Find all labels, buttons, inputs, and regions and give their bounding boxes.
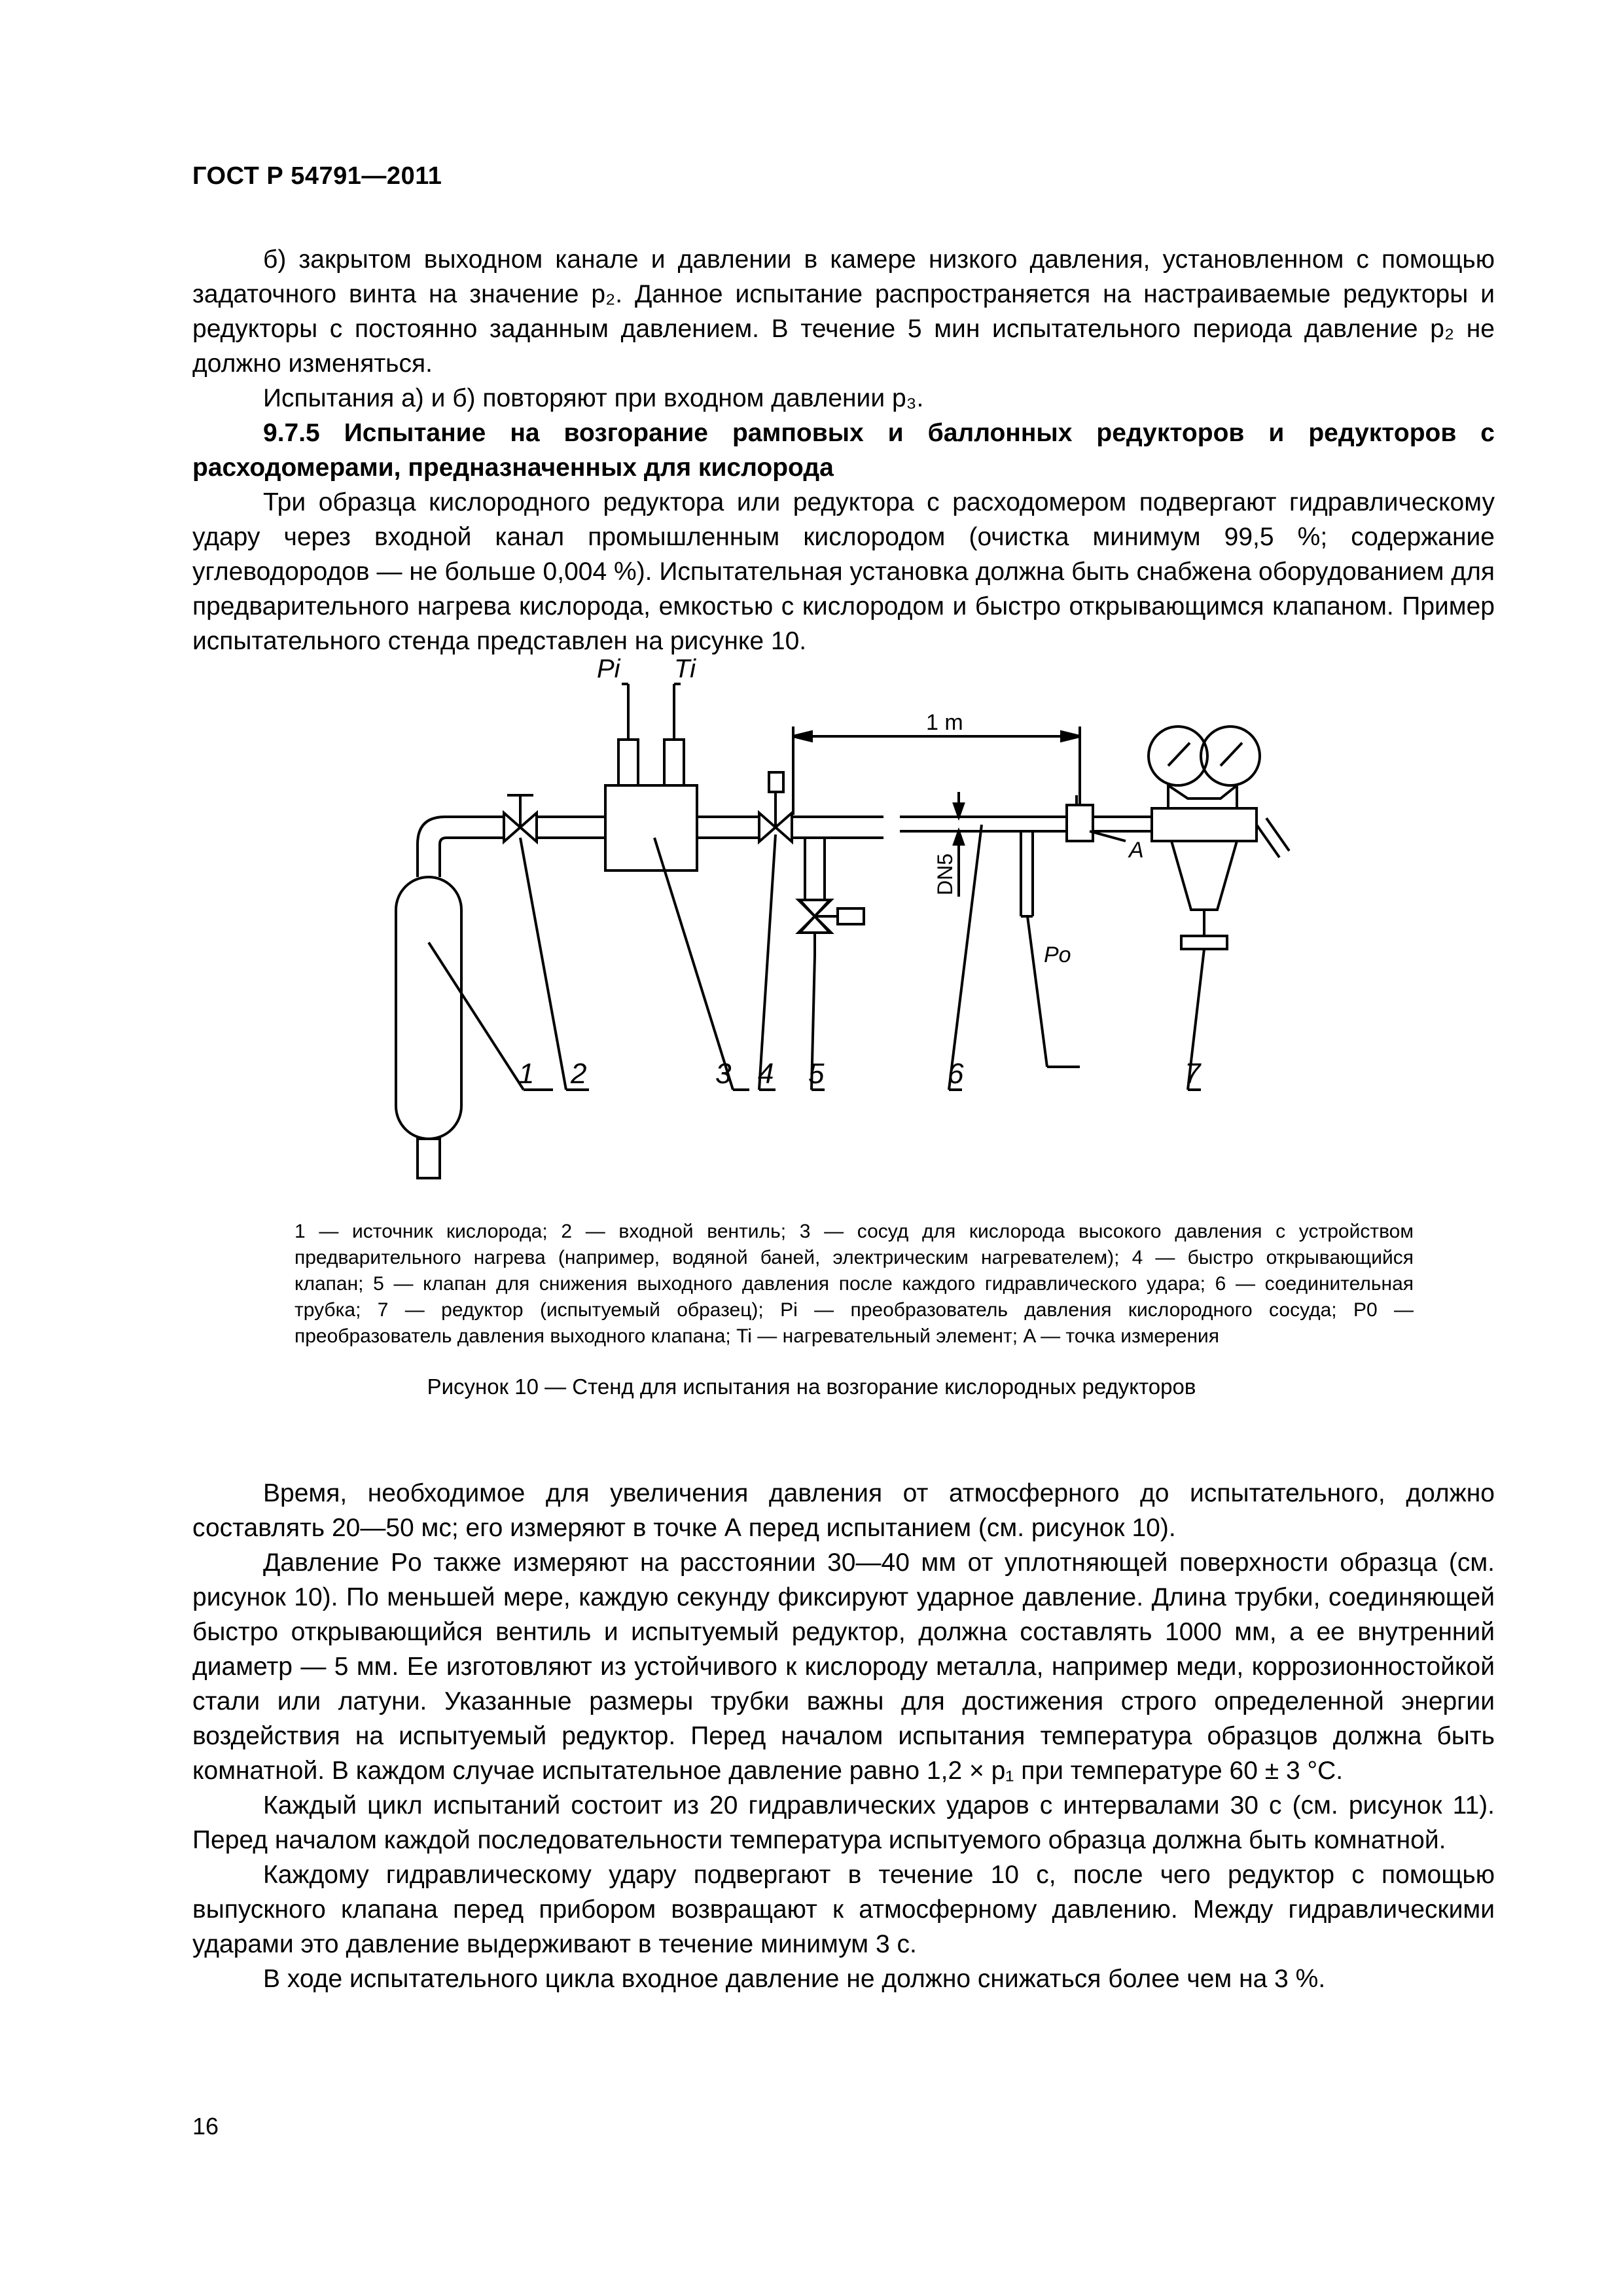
intro-text [192,242,1495,658]
pressure-transducer-pi [618,740,638,785]
body-paragraph: Каждый цикл испытаний состоит из 20 гидравлических ударов с интервалами 30 с (см. рисунок 11). Перед началом каждой последовательности температура испытуемого образца должна быть комнатной. [192,1791,1495,1854]
label-number-6: 6 [948,1058,964,1090]
label-number-4: 4 [758,1058,774,1090]
intro-paragraph: б) закрытом выходном канале и давлении в камере низкого давления, установленном с помощью задаточного винта на значение p₂. Данное испытание распространяется на настраиваемые редукторы и редукторы с постоянно заданным давлением. В течение 5 мин испытательного периода давление p₂ не должно изменяться. [192,245,1495,378]
body-text [192,1476,1495,1996]
label-po: Po [1044,942,1071,967]
document-header: ГОСТ Р 54791—2011 [192,162,442,190]
label-number-2: 2 [571,1058,587,1090]
label-number-1: 1 [518,1058,535,1090]
body-paragraph: Давление Pо также измеряют на расстоянии 30—40 мм от уплотняющей поверхности образца (см. рисунок 10). По меньшей мере, каждую секунду фиксируют ударное давление. Длина трубки, соединяющей быстро открывающийся вентиль и испытуемый редуктор, должна составлять 1000 мм, а ее внутренний диаметр — 5 мм. Ее изготовляют из устойчивого к кислороду металла, например меди, коррозионностойкой стали или латуни. Указанные размеры трубки важны для достижения строго определенной энергии воздействия на испытуемый редуктор. Перед началом испытания температура образцов должна быть комнатной. В каждом случае испытательное давление равно 1,2 × p₁ при температуре 60 ± 3 °С. [192,1549,1495,1785]
body-paragraph: Время, необходимое для увеличения давления от атмосферного до испытательного, должно составлять 20—50 мс; его измеряют в точке А перед испытанием (см. рисунок 10). [192,1479,1495,1542]
cylinder-valve-stem [418,1139,440,1178]
oxygen-cylinder [396,877,461,1139]
label-number-5: 5 [808,1058,825,1090]
label-length: 1 m [926,710,963,735]
section-heading: 9.7.5 Испытание на возгорание рамповых и баллонных редукторов и редукторов с расходомерами, предназначенных для кислорода [192,419,1495,482]
figure-test-stand [366,648,1322,1191]
label-pi: Pi [597,655,620,683]
figure-legend: 1 — источник кислорода; 2 — входной вентиль; 3 — сосуд для кислорода высокого давления с устройством предварительного нагрева (например, водяной баней, электрическим нагревателем); 4 — быстро открывающийся клапан; 5 — клапан для снижения выходного давления после каждого гидравлического удара; 6 — соединительная трубка; 7 — редуктор (испытуемый образец); Pi — преобразователь давления кислородного сосуда; P0 — преобразователь давления выходного клапана; Ti — нагревательный элемент; A — точка измерения [294,1221,1414,1347]
label-ti: Ti [674,655,696,683]
measuring-point-a [1067,805,1093,841]
label-number-7: 7 [1185,1058,1201,1090]
page-number: 16 [192,2113,219,2140]
figure-caption: Рисунок 10 — Стенд для испытания на возгорание кислородных редукторов [427,1374,1196,1399]
intro-paragraph: Испытания а) и б) повторяют при входном давлении p₃. [263,384,924,412]
body-paragraph: В ходе испытательного цикла входное давление не должно снижаться более чем на 3 %. [263,1965,1326,1993]
inlet-pipe [418,817,504,877]
regulator [1152,808,1257,841]
body-paragraph: Каждому гидравлическому удару подвергают в течение 10 с, после чего редуктор с помощью выпускного клапана перед прибором возвращают к атмосферному давлению. Между гидравлическими ударами это давление выдерживают в течение минимум 3 с. [192,1861,1495,1958]
section-paragraph: Три образца кислородного редуктора или редуктора с расходомером подвергают гидравлическому удару через входной канал промышленным кислородом (очистка минимум 99,5 %; содержание углеводородов — не больше 0,004 %). Испытательная установка должна быть снабжена оборудованием для предварительного нагрева кислорода, емкостью с кислородом и быстро открывающимся клапаном. Пример испытательного стенда представлен на рисунке 10. [192,488,1495,655]
label-point-a: A [1129,838,1144,863]
heating-element-ti [664,740,684,785]
label-number-3: 3 [715,1058,732,1090]
label-dn5: DN5 [933,853,957,895]
oxygen-vessel [605,785,697,870]
